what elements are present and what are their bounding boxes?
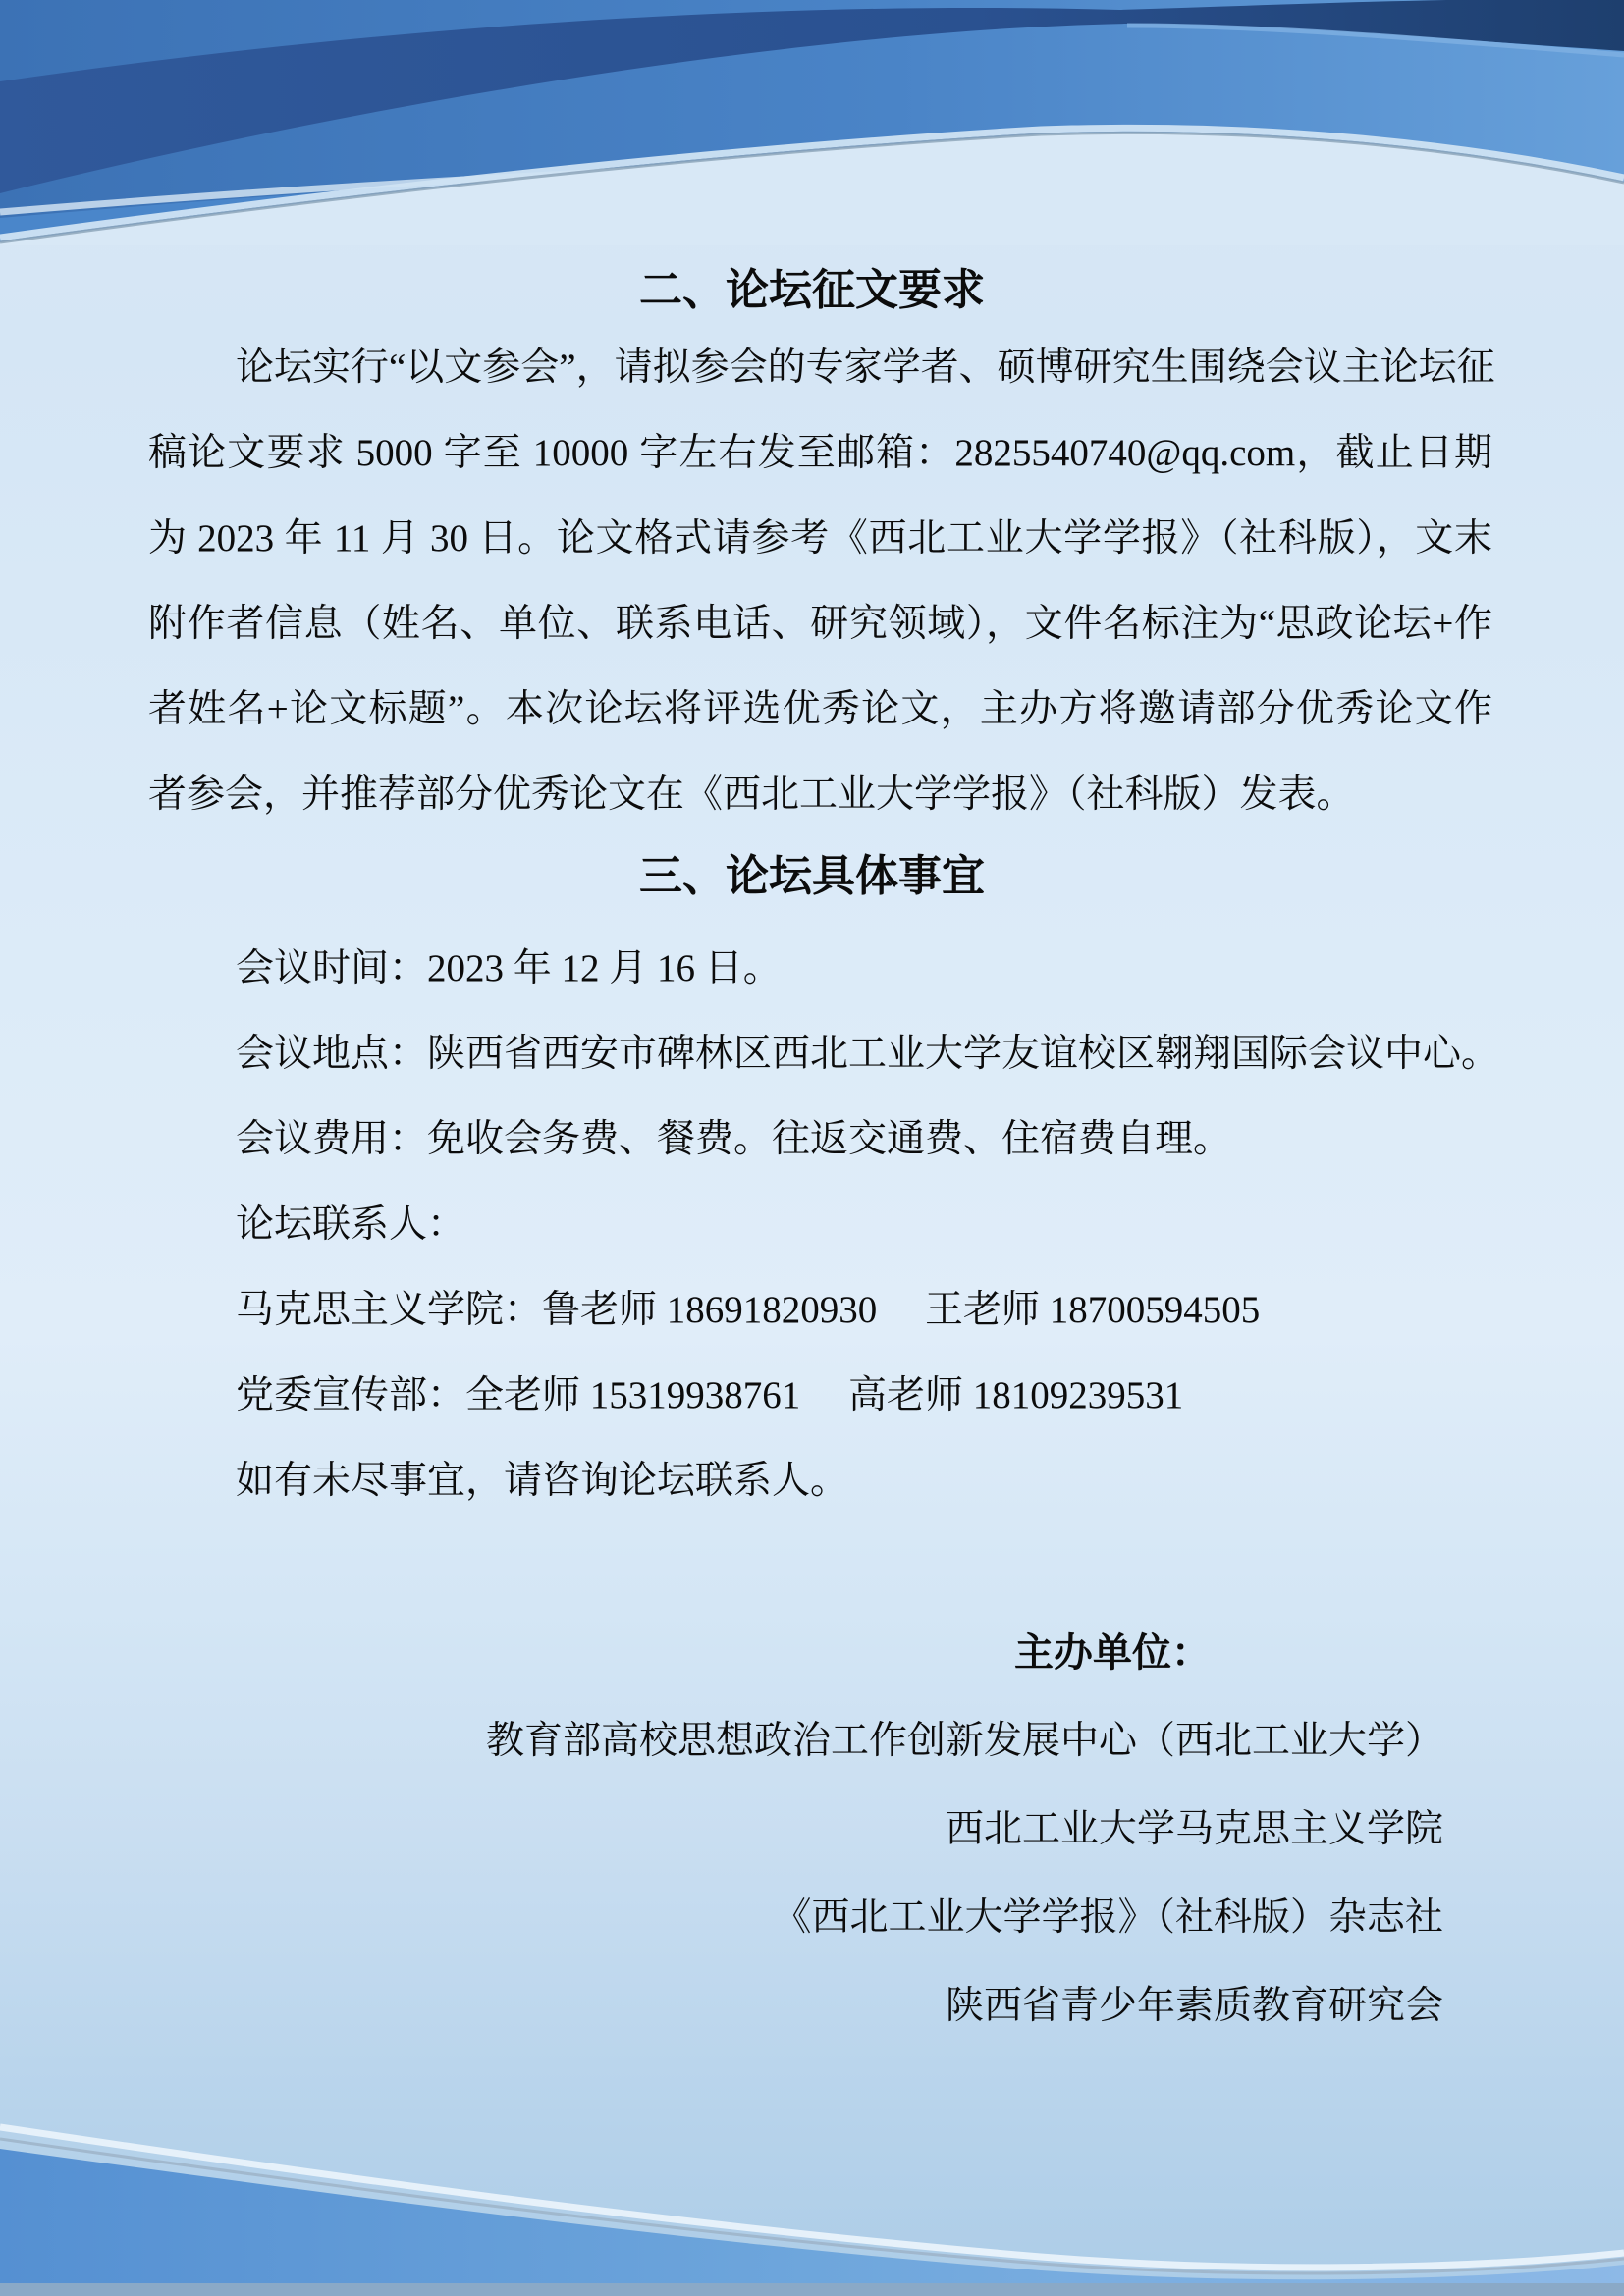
meeting-location-line: 会议地点：陕西省西安市碑林区西北工业大学友谊校区翱翔国际会议中心。 bbox=[236, 1033, 1500, 1075]
contact-note-line: 如有未尽事宜，请咨询论坛联系人。 bbox=[236, 1460, 849, 1502]
contact-propaganda-dept-line: 党委宣传部：全老师 15319938761 高老师 18109239531 bbox=[236, 1374, 1184, 1416]
organizer-item: 西北工业大学马克思主义学院 bbox=[945, 1808, 1443, 1850]
organizer-label: 主办单位： bbox=[1014, 1631, 1211, 1675]
organizer-list bbox=[0, 1697, 1443, 2051]
contact-header-line: 论坛联系人： bbox=[236, 1203, 466, 1246]
paragraph-line: 为 2023 年 11 月 30 日。论文格式请参考《西北工业大学学报》（社科版），文末 bbox=[148, 517, 1492, 560]
organizer-item: 教育部高校思想政治工作创新发展中心（西北工业大学） bbox=[485, 1720, 1443, 1762]
meeting-time-line: 会议时间：2023 年 12 月 16 日。 bbox=[236, 947, 782, 989]
paragraph-line: 稿论文要求 5000 字至 10000 字左右发至邮箱：2825540740@qq.com，截止日期 bbox=[148, 432, 1492, 474]
forum-details bbox=[236, 926, 1499, 1523]
section-2-heading: 二、论坛征文要求 bbox=[639, 266, 985, 314]
meeting-fee-line: 会议费用：免收会务费、餐费。往返交通费、住宿费自理。 bbox=[236, 1118, 1232, 1160]
organizer-item: 陕西省青少年素质教育研究会 bbox=[945, 1985, 1443, 2027]
contact-marxism-school-line: 马克思主义学院：鲁老师 18691820930 王老师 18700594505 bbox=[236, 1289, 1261, 1331]
paragraph-line: 者姓名+论文标题”。本次论坛将评选优秀论文，主办方将邀请部分优秀论文作 bbox=[148, 688, 1492, 730]
paragraph-line: 论坛实行“以文参会”，请拟参会的专家学者、硕博研究生围绕会议主论坛征 bbox=[236, 347, 1495, 389]
call-for-papers-paragraph bbox=[148, 325, 1495, 837]
organizer-item: 《西北工业大学学报》（社科版）杂志社 bbox=[773, 1896, 1443, 1939]
bottom-wave-decoration bbox=[0, 2090, 1624, 2296]
paragraph-line: 者参会，并推荐部分优秀论文在《西北工业大学学报》（社科版）发表。 bbox=[148, 774, 1355, 816]
paragraph-line: 附作者信息（姓名、单位、联系电话、研究领域），文件名标注为“思政论坛+作 bbox=[148, 603, 1492, 645]
top-wave-decoration bbox=[0, 0, 1624, 245]
section-3-heading: 三、论坛具体事宜 bbox=[639, 852, 985, 900]
